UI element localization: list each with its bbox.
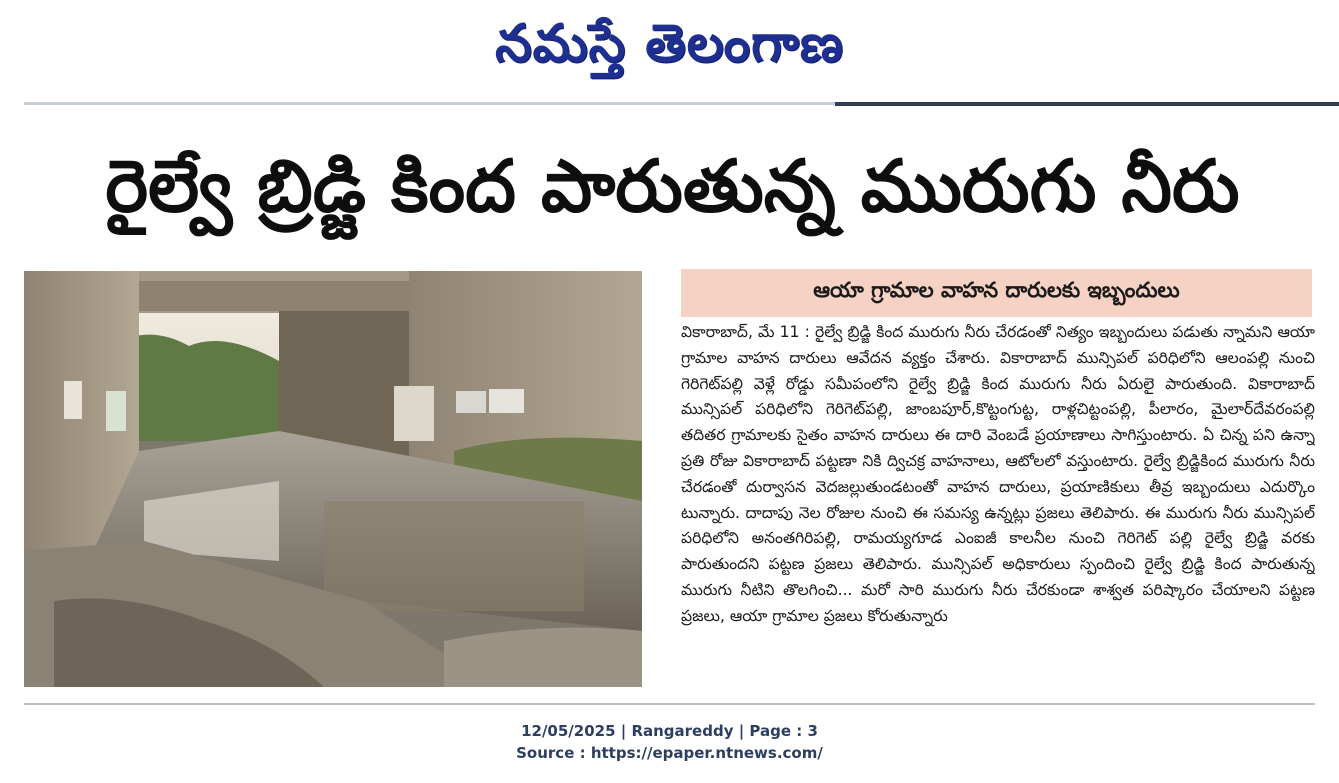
article-photo [24,271,642,687]
source-link[interactable]: Source : https://epaper.ntnews.com/ [516,744,823,762]
footer-divider [24,703,1315,705]
newspaper-logo: నమస్తే తెలంగాణ [495,13,844,74]
header-divider-light [24,102,836,105]
edition-info: 12/05/2025 | Rangareddy | Page : 3 [521,722,818,740]
masthead [0,0,1339,100]
article-body [681,320,1315,690]
railway-bridge-sewage-image [24,271,642,687]
article-headline: రైల్వే బ్రిడ్జి కింద పారుతున్న మురుగు నీరు [105,144,1240,228]
subheadline-banner [681,269,1312,317]
header-divider-dark [835,102,1339,106]
article-subheadline: ఆయా గ్రామాల వాహన దారులకు ఇబ్బందులు [813,278,1180,302]
article-paragraph: వికారాబాద్, మే 11 : రైల్వే బ్రిడ్జి కింద మురుగు నీరు చేరడంతో నిత్యం ఇబ్బందులు పడుతు న్నామని ఆయా గ్రామాల వాహన దారులు ఆవేదన వ్యక్తం చేశారు. వికారాబాద్ మున్సిపల్ పరిధిలోని ఆలంపల్లి నుంచి గెరిగెట్‌పల్లి వెళ్లే రోడ్డు సమీపంలోని రైల్వే బ్రిడ్జి కింద మురుగు నీరు ఏరులై పారుతుంది. వికారాబాద్ మున్సిపల్ పరిధిలోని గెరిగెట్‌పల్లి, జాంబపూర్,కొట్టంగుట్ట, రాళ్లచిట్టంపల్లి, పీలారం, మైలార్‌దేవరంపల్లి తదితర గ్రామాలకు సైతం వాహన దారులు ఈ దారి వెంబడే ప్రయాణాలు సాగిస్తుంటారు. ఏ చిన్న పని ఉన్నా ప్రతి రోజు వికారాబాద్ పట్టణా నికి ద్విచక్ర వాహనాలు, ఆటోలలో వస్తుంటారు. రైల్వే బ్రిడ్జికింద మురుగు నీరు చేరడంతో దుర్వాసన వెదజల్లుతుండటంతో వాహన దారులు, ప్రయాణికులు తీవ్ర ఇబ్బందులు ఎదుర్కొం టున్నారు. దాదాపు నెల రోజుల నుంచి ఈ సమస్య ఉన్నట్లు ప్రజలు తెలిపారు. ఈ మురుగు నీరు మున్సిపల్ పరిధిలోని అనంతగిరిపల్లి, రామయ్యగూడ ఎంఐజీ కాలనీల నుంచి గెరిగెట్ పల్లి రైల్వే బ్రిడ్జి వరకు పారుతుందని పట్టణ ప్రజలు తెలిపారు. మున్సిపల్ అధికారులు స్పందించి రైల్వే బ్రిడ్జి కింద పారుతున్న మురుగు నీటిని తొలగించి... మరో సారి మురుగు నీరు చేరకుండా శాశ్వత పరిష్కారం చేయాలని పట్టణ ప్రజలు, ఆయా గ్రామాల ప్రజలు కోరుతున్నారు [681,323,1315,625]
page-footer [0,720,1339,764]
